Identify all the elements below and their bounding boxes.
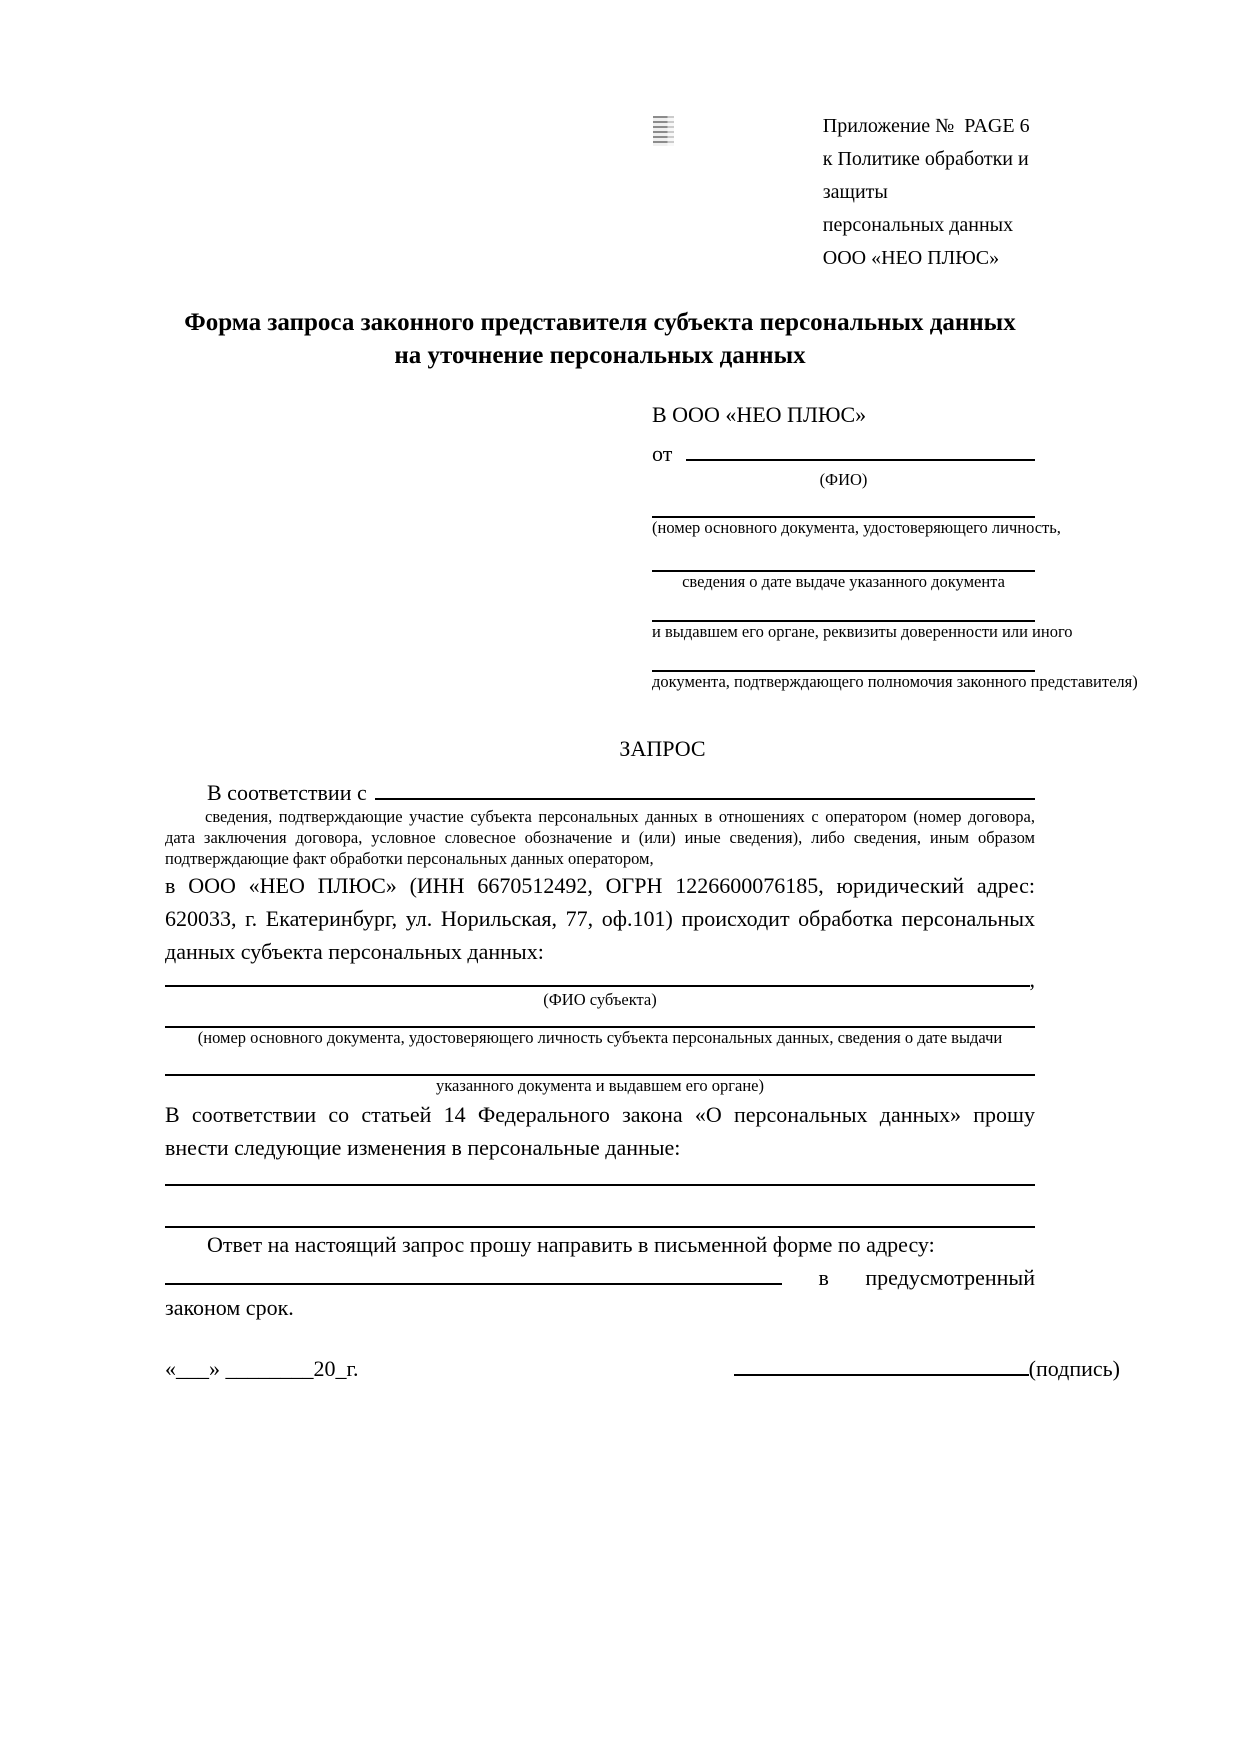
addressee-to-line: В ООО «НЕО ПЛЮС» — [652, 402, 867, 427]
changes-blank-line-2 — [165, 1186, 1035, 1228]
reply-address-row — [165, 1261, 1035, 1291]
law-paragraph: В соответствии со статьей 14 Федерального закона «О персональных данных» прошу внести следующие изменения в персональные данные: — [165, 1102, 1035, 1160]
subject-doc-blank-line-2 — [165, 1048, 1035, 1076]
reply-tail: законом срок. — [165, 1295, 294, 1320]
signature-group — [734, 1352, 1120, 1385]
request-heading: ЗАПРОС — [619, 736, 706, 761]
representative-doc-caption-2: сведения о дате выдаче указанного документа — [682, 572, 1005, 591]
basis-blank-line — [375, 786, 1035, 800]
form-title-line-2: на уточнение персональных данных — [394, 342, 806, 369]
representative-doc-caption-1: (номер основного документа, удостоверяющего личность, — [652, 518, 1061, 537]
reply-address-blank-line — [165, 1269, 782, 1285]
from-label: от — [652, 441, 673, 466]
subject-doc-caption-1: (номер основного документа, удостоверяющего личность субъекта персональных данных, сведения о дате выдачи — [197, 1028, 1003, 1047]
reply-inline-word-2: предусмотренный — [865, 1265, 1035, 1290]
representative-doc-blank-line-3 — [652, 592, 1035, 622]
date-blank-line: «___» ________20_г. — [165, 1356, 359, 1381]
reply-inline-word-1: в — [818, 1265, 829, 1290]
operator-paragraph: в ООО «НЕО ПЛЮС» (ИНН 6670512492, ОГРН 1226600076185, юридический адрес: 620033, г. Екатеринбург, ул. Норильская, 77, оф.101) происходит обработка персональных данных субъекта персональных данных: — [165, 873, 1035, 964]
subject-doc-caption-2: указанного документа и выдавшем его органе) — [436, 1076, 764, 1095]
reply-paragraph: Ответ на настоящий запрос прошу направить в письменной форме по адресу: — [207, 1232, 935, 1257]
signature-caption: (подпись) — [1028, 1356, 1120, 1381]
form-title — [165, 306, 1035, 372]
subject-line-comma: , — [1029, 967, 1035, 992]
addressee-from-row — [652, 437, 1035, 470]
basis-label: В соответствии с — [207, 780, 367, 805]
policy-reference-line-1: к Политике обработки и защиты — [822, 148, 1029, 203]
subject-name-blank-line — [165, 973, 1030, 987]
appendix-header — [823, 110, 1035, 275]
subject-fio-caption: (ФИО субъекта) — [543, 990, 657, 1009]
basis-row — [165, 776, 1035, 805]
footnote-text: сведения, подтверждающие участие субъекта персональных данных в отношениях с оператором (номер договора, дата заключения договора, условное словесное обозначение и (или) иные сведения), либо сведения, иным образом подтверждающие факт обработки персональных данных оператором, — [165, 807, 1035, 868]
header-row — [165, 110, 1035, 269]
representative-name-blank-line — [686, 447, 1035, 461]
representative-doc-blank-line-1 — [652, 490, 1035, 518]
representative-doc-blank-line-2 — [652, 538, 1035, 572]
policy-reference-line-2: персональных данных — [822, 214, 1014, 236]
signature-blank-line — [734, 1360, 1029, 1376]
subject-doc-blank-line-1 — [165, 1010, 1035, 1028]
form-title-line-1: Форма запроса законного представителя субъекта персональных данных — [184, 309, 1016, 336]
subject-name-row — [165, 967, 1035, 992]
field-code-marker-icon — [653, 116, 674, 146]
org-name-line: ООО «НЕО ПЛЮС» — [822, 247, 1000, 269]
changes-blank-line-1 — [165, 1164, 1035, 1186]
signature-row — [165, 1352, 1120, 1385]
appendix-number-line: Приложение № PAGE 6 — [822, 115, 1030, 137]
fio-caption: (ФИО) — [819, 470, 868, 489]
representative-doc-caption-3: и выдавшем его органе, реквизиты доверенности или иного — [652, 622, 1073, 641]
representative-doc-blank-line-4 — [652, 642, 1035, 672]
addressee-block — [652, 398, 1138, 692]
representative-doc-caption-4: документа, подтверждающего полномочия законного представителя) — [652, 672, 1138, 691]
